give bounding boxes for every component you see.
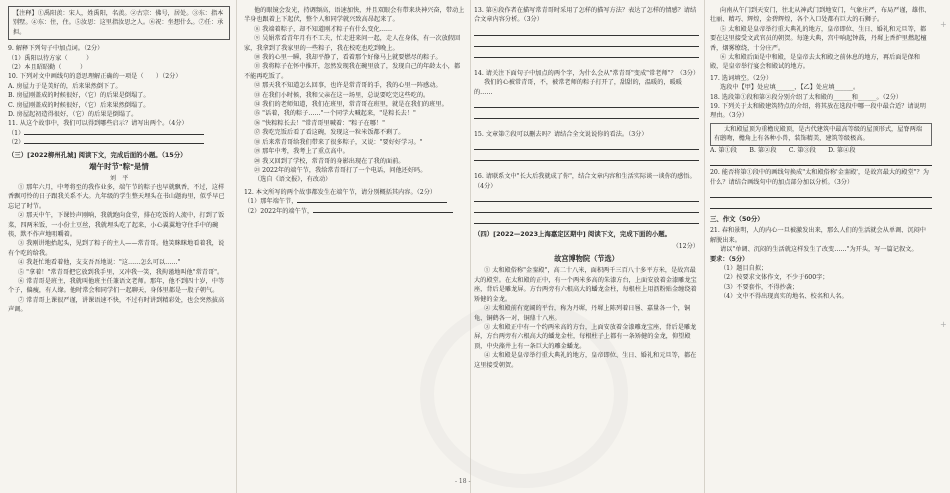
- requirement-item: （2）按要求文体作文，不少于600字；: [720, 274, 829, 282]
- essay-paragraph: ⑥ 常青哥是班主，我就叫他班主任兼语文老师。那年，他不到四十岁，中等个子，偏瘦，有人缘。他时常会和同学们一起聊天，身体里都是一股子朝气。: [8, 277, 225, 295]
- answer-line: [474, 27, 699, 36]
- essay-paragraph: ⑦ 常青哥上课很严谨，讲课语速不快，不过有时讲到精彩处，也会突然拔高声调。: [8, 296, 225, 314]
- answer-line: [474, 193, 699, 202]
- essay-paragraph: ③ 我刚讲地抬起头，见到了粽子的主人——常青哥。他笑眯眯地看着我，说有个吃的给我。: [8, 240, 225, 257]
- answer-line: [474, 204, 699, 213]
- essay-paragraph: ⑤ "拿着！"常青哥把它放到我手里，又冲我一笑，我拘谨地叫他"常青哥"。: [18, 268, 224, 276]
- essay-paragraph: ⑱ 后来常青哥给我们带来了很多粽子，又说："要好好学习。": [254, 138, 423, 146]
- essay-paragraphs: [8, 183, 230, 315]
- option-d: D. 房屋起初造得很好，（它）的后果是倒塌了。: [8, 111, 138, 119]
- section-4-heading: （四）[2022—2023上海嘉定区期中] 阅读下文，完成下面的小题。: [474, 230, 672, 239]
- question-11: 11. 从这个故事中，我们可以得到哪些启示？请写出两个。（4分）: [8, 120, 188, 128]
- option-a: A. 房屋力于是美好的，后来果然倒下了。: [8, 82, 122, 90]
- essay-paragraph: ⑪ 我将粽子在怀中推开，忽然发现我在碗里放了，发现自己的年龄太小，都不能再吃饭了。: [244, 63, 461, 80]
- essay-paragraph: ⑥ 太和殿后面是中和殿，是皇帝去太和殿之前休息的地方，再后面是保和殿，是皇帝举行宴会和殿试的地方。: [710, 54, 920, 71]
- essay-paragraph: ⑲ 那年中考，我考上了重点高中。: [254, 148, 349, 156]
- page-number: - 18 -: [455, 478, 471, 485]
- essay-paragraph: ⑤ 太和殿是皇帝举行重大典礼的地方，皇帝即位、生日、婚礼和元旦等，都要在这里接受文武官员的朝贺。每逢大典，宫中响起钟鼓，丹墀上香炉里燃起檀香，烟雾缭绕，十分庄严。: [710, 25, 927, 52]
- answer-line-label: （2）2022年的端午节，: [244, 207, 314, 215]
- question-12: 12. 本文所写的两个故事都发生在端午节，请分别概括其内容。（2分）: [244, 188, 437, 196]
- answer-line-1: [8, 129, 230, 138]
- essay-paragraph: ⑧ 我端着粽子，却不知道刚才粽子有什么变化……: [254, 25, 393, 33]
- essay-paragraphs-2-cont: [710, 6, 932, 72]
- essay-paragraphs-2: [474, 266, 699, 369]
- essay-paragraph: ④ 太和殿是皇帝举行重大典礼的地方，皇帝即位、生日、婚礼和元旦等，都在这里接受朝贺。: [474, 352, 697, 369]
- essay-paragraph: ② 那天中午，下课铃声刚响，我就跑向食堂，排在吃饭的人流中，打到了饭菜，四两米饭，一小份土豆丝，我就埋头吃了起来，小心翼翼地守住手中的碗筷，默不作声地咀嚼着。: [8, 212, 225, 238]
- blank: [313, 212, 453, 213]
- essay-paragraph: ⑮ "话着，我的粽子……"一个同学大喊起来，"是粽长去！": [254, 110, 416, 118]
- essay-paragraph: ③ 太和殿正中有一个约两米高的方台，上面安放着金漆雕龙宝座，背后是雕龙屏，方台两旁有六根高大的蟠龙金柱，每根柱子上都有一条矫健的金龙，仰望殿顶，中央藻井上有一条巨大的雕金蟠龙。: [474, 323, 697, 350]
- essay-paragraph: ⑯ "快粽粽长去！"常青哥里喊着："粽子在哪！": [254, 119, 385, 127]
- answer-line: [474, 152, 699, 161]
- question-14: 14. 请关注下面句子中加点的两个字，为什么会从"常青哥"变成"常老师"？（3分）: [474, 69, 699, 77]
- answer-line: [710, 189, 932, 198]
- requirements-list: [710, 264, 932, 302]
- answer-line: [474, 110, 699, 119]
- annotation-text: 【注释】①禹阳羡：宋人，姓禹阳，名羡。②古宗：佛号，居处。③东：指本别墅。④东：住，住。⑤汝思：这里指汝思之人。⑥祝：坐想什么。⑦任：承担。: [13, 10, 224, 36]
- column-2: [244, 6, 466, 476]
- essay-paragraph: ㉑ 2022年的端午节，我给常青哥打了一个电话，问他还好吗。: [254, 166, 427, 174]
- answer-line: [474, 141, 699, 150]
- question-20: 20. 能否将第①段中的画线句换成"太和殿俗称'金銮殿'，是故宫最大的殿堂"？为什么？请结合画线句中的加点部分加以分析。（3分）: [710, 169, 929, 186]
- section-4-score: （12分）: [672, 242, 699, 250]
- essay-paragraph: ② 太和殿前有宽阔的平台，称为丹墀，丹墀上陈列着日晷、嘉量各一个，铜龟、铜鹤各一对，铜鼎十八座。: [474, 305, 691, 322]
- question-14-quote: 我们的心被常青哥，不，被常老师的粽子打开了，甜甜的，温暖的，暖暖的……: [474, 79, 682, 96]
- question-10: 10. 下列对文中画线句的意思理解正确的一项是（ ）（2分）: [8, 73, 182, 81]
- essay-author: 刘 平: [109, 174, 129, 182]
- question-16: 16. 请联系文中"长大后我就成了你"，结合文章内容和生活实际谈一谈你的感悟。（4分）: [474, 173, 696, 190]
- question-19-quote: 太和殿屋顶为重檐庑殿顶，是古代建筑中最高等级的屋顶形式，屋脊两端有鸱吻，檐角上有各种小兽，装饰精美，建筑等级极高。: [710, 123, 932, 146]
- requirement-item: （1）题目自拟；: [720, 264, 768, 272]
- question-21-prompt: 请以"单调、沉闷的生活就这样发生了改变……"为开头，写一篇记叙文。: [720, 246, 918, 254]
- section-3-heading: （三）[2022柳州孔城] 阅读下文，完成后面的小题。（15分）: [8, 150, 187, 159]
- question-15: 15. 文章第⑦段可以删去吗？请结合全文说说你的看法。（3分）: [474, 131, 648, 139]
- answer-line: [710, 200, 932, 209]
- essay-paragraph: ⑩ 我的心里一瞬，我却平静了，看着那个好像马上就要燃尽的粽子。: [254, 54, 442, 62]
- question-12-1: [244, 197, 466, 206]
- column-3: [474, 6, 699, 476]
- side-mark: +: [940, 20, 947, 29]
- answer-line: [474, 49, 699, 58]
- question-12-2: [244, 207, 466, 216]
- requirement-item: （3）不要套作，不得抄袭；: [720, 283, 799, 291]
- essay-paragraph: 向南从午门到天安门，往北从神武门到地安门，气象庄严，布局严谨，雄伟、壮丽、精巧、辉煌，金碧辉煌，各个入口处都有巨大的石狮子。: [710, 7, 931, 24]
- annotation-box: [8, 6, 230, 40]
- answer-line: [474, 99, 699, 108]
- question-18: 18. 选段第①段和第②段分别介绍了太和殿的______和______。（2分）: [710, 93, 903, 101]
- question-17: 17. 选词填空。（2分）: [710, 74, 773, 82]
- answer-line: [474, 215, 699, 224]
- answer-line: [710, 157, 932, 166]
- blank: [297, 202, 447, 203]
- essay-paragraph: 他的眼镜会发光，持调频高，语速加快，并且双眼会有带来块神兴奋，带动上半身也跟着上下起伏，整个人和同学就兴致高昂起来了。: [244, 7, 465, 24]
- question-13: 13. 第⑥段作者在描写常青哥时采用了怎样的描写方法？表达了怎样的情感？请结合文章内容分析。（3分）: [474, 7, 697, 24]
- requirements-label: 要求：（5分）: [710, 255, 749, 263]
- side-mark: +: [940, 320, 947, 329]
- question-21: 21. 春和景明，人的内心一旦被激发出来，那么人们的生活就会从单调、沉闷中解脱出来。: [710, 227, 926, 244]
- essay-paragraph: ⑨ 吴娟常看青年月有不工夫，忙走进来问一起，走人在身体，有一次放假回家，我拿到了我家里的一些粽子，我在校吃也吃到晚上。: [244, 35, 461, 52]
- blank: [24, 134, 204, 135]
- answer-line-label: （1）: [8, 129, 25, 137]
- column-4: [710, 6, 932, 476]
- answer-line: [474, 38, 699, 47]
- essay-paragraph: （选自《语文报》，有改动）: [254, 176, 332, 184]
- essay-paragraph: ⑰ 我吃完饭后看了看这碗，发现这一粒米饭都不剩了。: [254, 129, 405, 137]
- option-c: C. 房屋刚盖成的时候很好，（它）后来果然倒塌了。: [8, 101, 150, 109]
- question-9: 9. 解释下列句子中加点词。（2分）: [8, 45, 104, 53]
- essay-paragraph: ① 那年六月，中考将至的我作业多，端午节的粽子也早就飘香，不过，这样香飘可怜的日子跟我关系不大。九年级的学生整天埋头在书山题海里，似乎早已忘记了时节。: [8, 183, 225, 210]
- essay-paragraph: ④ 我赶忙地看着他，支支吾吾地说："这……怎么可以……": [18, 259, 181, 267]
- section-5-heading: 三、作文（50分）: [710, 214, 764, 223]
- question-19-options: A. 第①段 B. 第②段 C. 第③段 D. 第④段: [710, 146, 856, 154]
- option-b: B. 房屋刚盖成的时候很好，（它）的后果是倒塌了。: [8, 92, 150, 100]
- answer-line-label: （1）那年端午节，: [244, 198, 298, 206]
- essay-title-2: 故宫博物院（节选）: [554, 254, 619, 264]
- question-9-1: （1）禹阳以待方家（ ）: [8, 54, 93, 62]
- essay-paragraph: ⑫ 那天我不知道怎么回事，也许是常青哥的手，我的心里一阵感动。: [254, 82, 442, 90]
- question-19: 19. 下列关于太和殿建筑特点的介绍，将其放在选段中哪一段中最合适？请说明理由。（3分）: [710, 103, 926, 120]
- answer-line-2: [8, 138, 230, 147]
- essay-paragraphs-cont: [244, 6, 466, 185]
- essay-paragraph: ⑭ 我们的老师知道，我们在班里，常青哥在班里，就是在我们的班里。: [254, 101, 448, 109]
- blank: [24, 143, 204, 144]
- requirement-item: （4）文中不得出现真实的地名、校名和人名。: [720, 293, 848, 301]
- essay-title: 端午时节"粽"是情: [89, 162, 149, 172]
- essay-paragraph: ① 太和殿俗称"金銮殿"，高二十八米，面积两千三百八十多平方米，是故宫最大的殿堂。在太和殿的正中，有一个两米多高的朱漆方台，上面安放着金漆雕龙宝座，背后是雕龙屏。方台两旁有六根高大的蟠龙金柱，每根柱上用沥粉贴金缠绕着矫健的金龙。: [474, 267, 697, 303]
- question-9-2: （2）本且昭昭勤（ ）: [8, 64, 87, 72]
- column-divider: [236, 0, 237, 493]
- question-17-line: 选段中【甲】处应填______，【乙】处应填______。: [720, 84, 860, 92]
- essay-paragraph: ⑳ 我又回到了学校，常青哥的身影出现在了我的面前。: [254, 157, 405, 165]
- column-divider: [704, 0, 705, 493]
- column-1: [8, 6, 230, 476]
- answer-line-label: （2）: [8, 139, 25, 147]
- essay-paragraph: ⑬ 在我们小时候，我和父亲在这一场里，总说要吃完这些吃的。: [254, 91, 430, 99]
